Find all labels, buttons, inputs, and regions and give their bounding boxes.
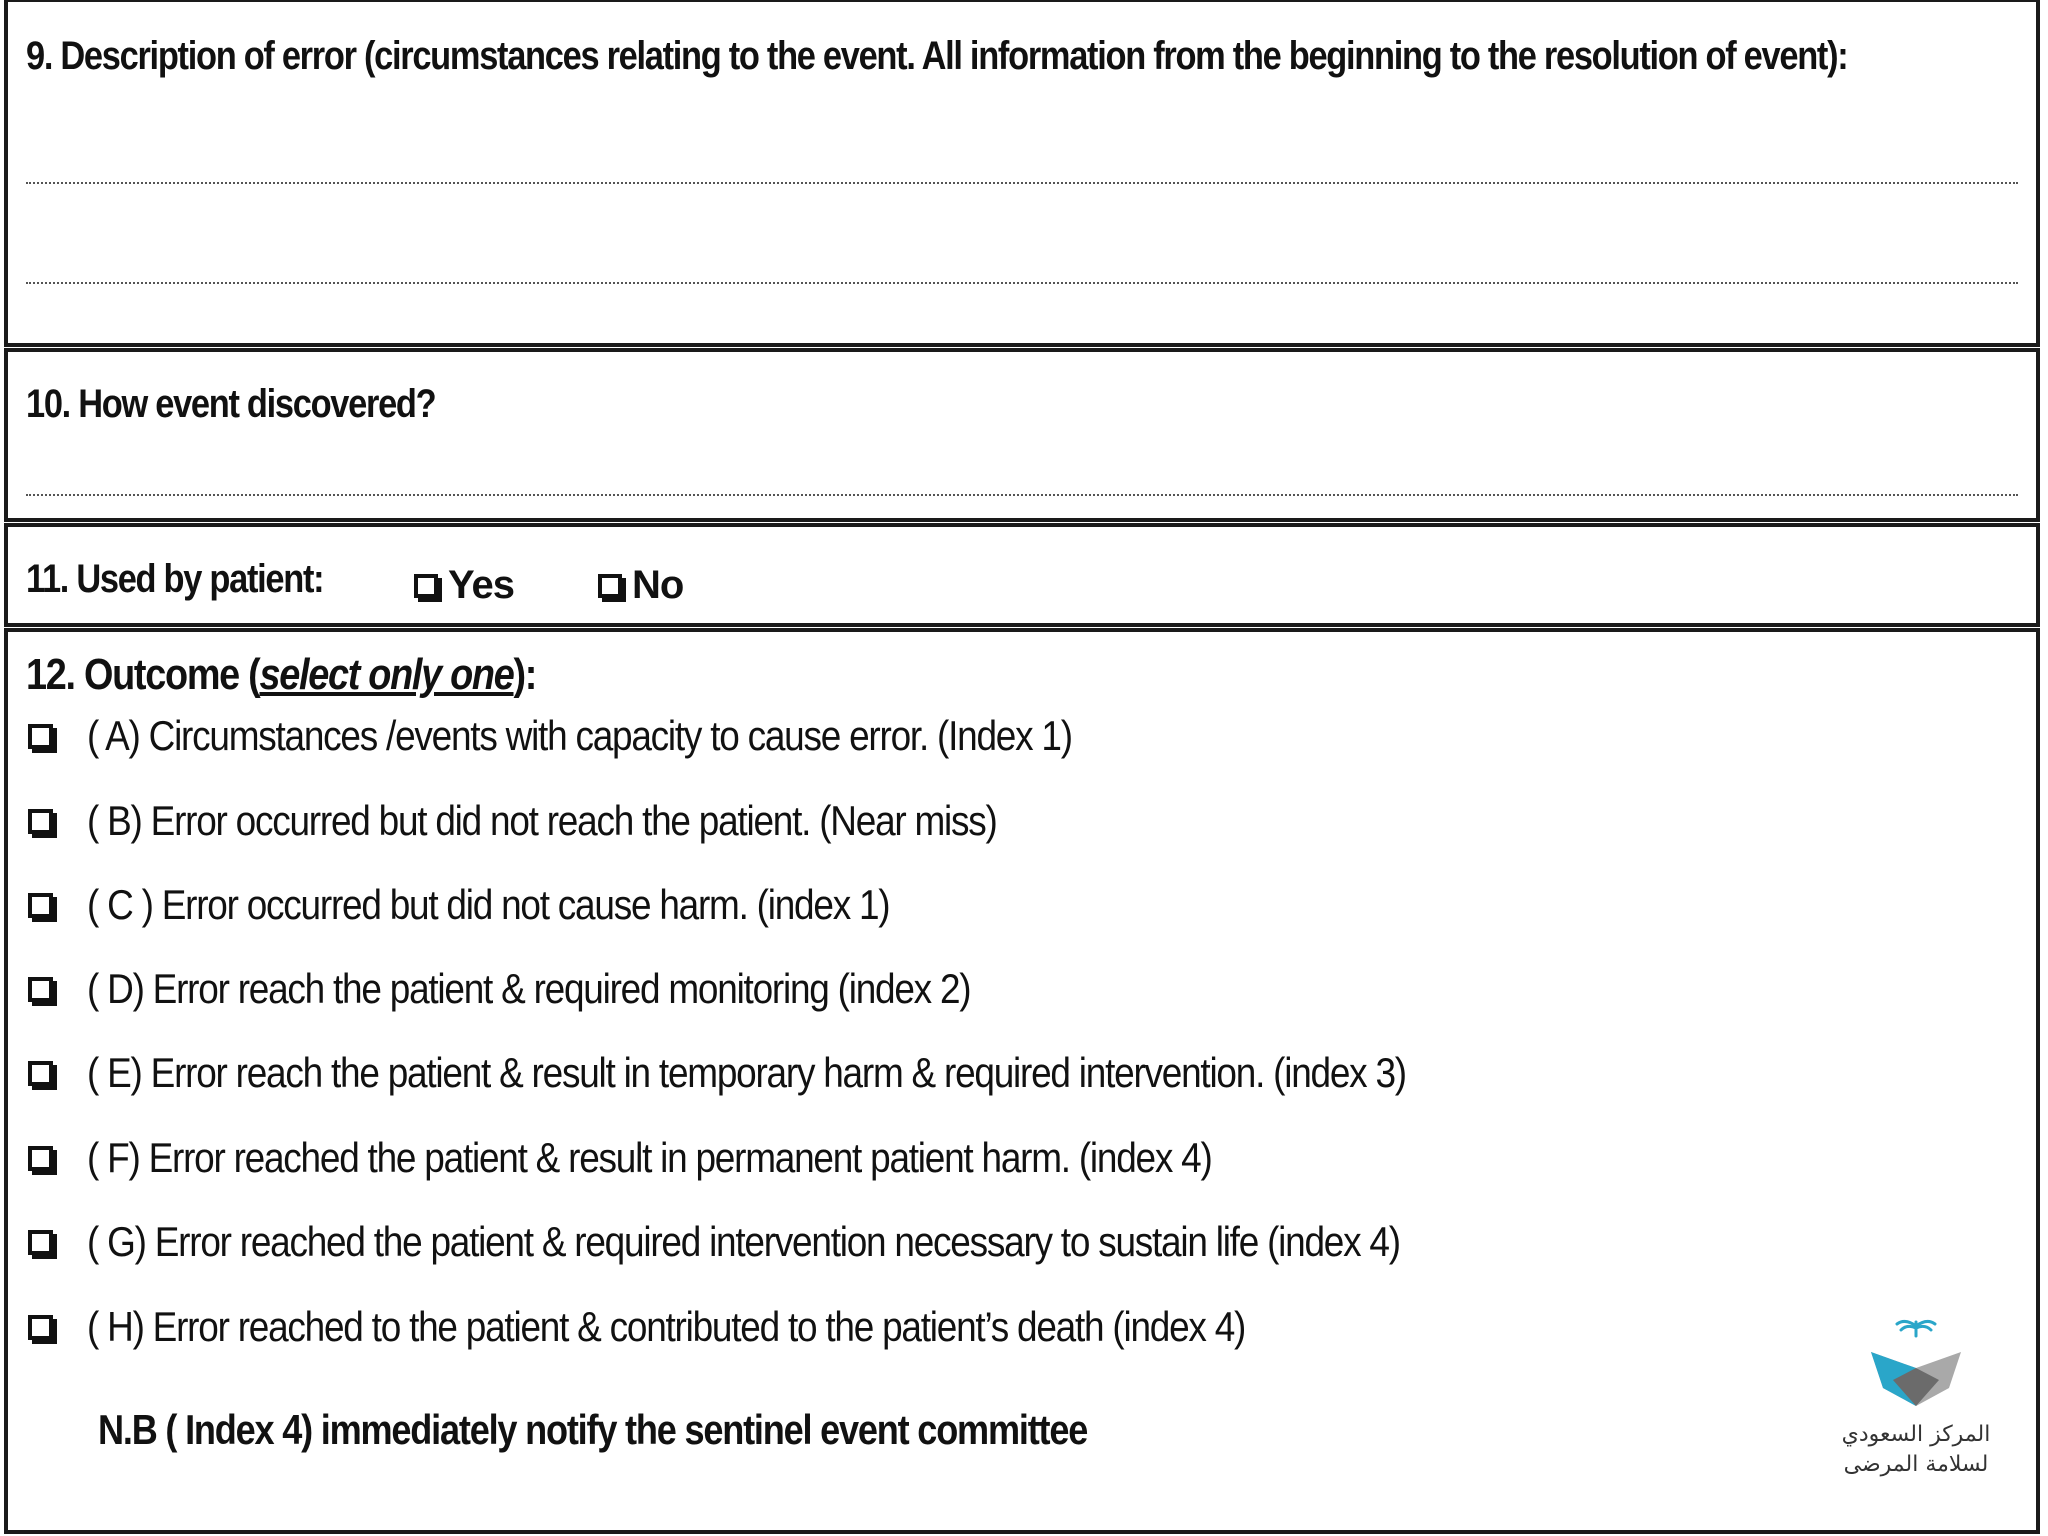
outcome-a-label: ( A) Circumstances /events with capacity to cause error. (Index 1) bbox=[87, 712, 1072, 759]
outcome-a-checkbox[interactable] bbox=[28, 724, 53, 749]
section-outcome bbox=[4, 628, 2040, 1534]
outcome-e-label: ( E) Error reach the patient & result in temporary harm & required intervention. (index 3) bbox=[87, 1049, 1406, 1096]
outcome-option-h[interactable] bbox=[28, 1292, 1403, 1362]
description-line-2[interactable] bbox=[26, 282, 2018, 284]
outcome-heading bbox=[26, 650, 536, 700]
outcome-d-label: ( D) Error reach the patient & required monitoring (index 2) bbox=[87, 965, 971, 1012]
outcome-option-c[interactable] bbox=[28, 870, 999, 940]
outcome-b-checkbox[interactable] bbox=[28, 809, 53, 834]
outcome-c-checkbox[interactable] bbox=[28, 893, 53, 918]
section-used-by-patient bbox=[4, 523, 2040, 627]
description-heading: 9. Description of error (circumstances relating to the event. All information from the beginning to the resolution of event): bbox=[26, 34, 1848, 78]
yes-checkbox[interactable] bbox=[414, 574, 438, 598]
outcome-heading-prefix: 12. Outcome ( bbox=[26, 650, 260, 699]
outcome-h-checkbox[interactable] bbox=[28, 1315, 53, 1340]
outcome-f-checkbox[interactable] bbox=[28, 1146, 53, 1171]
outcome-d-checkbox[interactable] bbox=[28, 977, 53, 1002]
logo-text-line-2: لسلامة المرضى bbox=[1843, 1452, 1989, 1477]
outcome-option-d[interactable] bbox=[28, 954, 1091, 1024]
outcome-heading-suffix: ): bbox=[513, 650, 537, 699]
yes-label: Yes bbox=[448, 563, 514, 607]
outcome-option-b[interactable] bbox=[28, 786, 1121, 856]
logo-text-line-1: المركز السعودي bbox=[1841, 1422, 1991, 1447]
outcome-option-a[interactable] bbox=[28, 701, 1206, 771]
description-line-1[interactable] bbox=[26, 182, 2018, 184]
how-discovered-line[interactable] bbox=[26, 494, 2018, 496]
logo-emblem-icon bbox=[1861, 1310, 1971, 1420]
no-label: No bbox=[632, 563, 684, 607]
outcome-f-label: ( F) Error reached the patient & result in permanent patient harm. (index 4) bbox=[87, 1134, 1212, 1181]
no-checkbox[interactable] bbox=[598, 574, 622, 598]
saudi-patient-safety-center-logo bbox=[1816, 1310, 2016, 1510]
outcome-c-label: ( C ) Error occurred but did not cause harm. (index 1) bbox=[87, 881, 890, 928]
outcome-option-f[interactable] bbox=[28, 1123, 1365, 1193]
used-by-patient-yes[interactable] bbox=[414, 563, 514, 608]
outcome-option-e[interactable] bbox=[28, 1038, 1586, 1108]
outcome-e-checkbox[interactable] bbox=[28, 1061, 53, 1086]
outcome-b-label: ( B) Error occurred but did not reach the patient. (Near miss) bbox=[87, 797, 997, 844]
section-description-of-error bbox=[4, 0, 2040, 347]
outcome-heading-emphasis: select only one bbox=[259, 650, 514, 699]
how-discovered-heading: 10. How event discovered? bbox=[26, 382, 436, 426]
section-how-discovered bbox=[4, 348, 2040, 522]
sentinel-note: N.B ( Index 4) immediately notify the sentinel event committee bbox=[98, 1406, 1088, 1453]
outcome-g-label: ( G) Error reached the patient & required intervention necessary to sustain life (index 4) bbox=[87, 1218, 1400, 1265]
outcome-h-label: ( H) Error reached to the patient & contributed to the patient’s death (index 4) bbox=[87, 1303, 1246, 1350]
used-by-patient-heading: 11. Used by patient: bbox=[26, 557, 324, 601]
outcome-option-g[interactable] bbox=[28, 1207, 1579, 1277]
outcome-g-checkbox[interactable] bbox=[28, 1230, 53, 1255]
used-by-patient-no[interactable] bbox=[598, 563, 683, 608]
